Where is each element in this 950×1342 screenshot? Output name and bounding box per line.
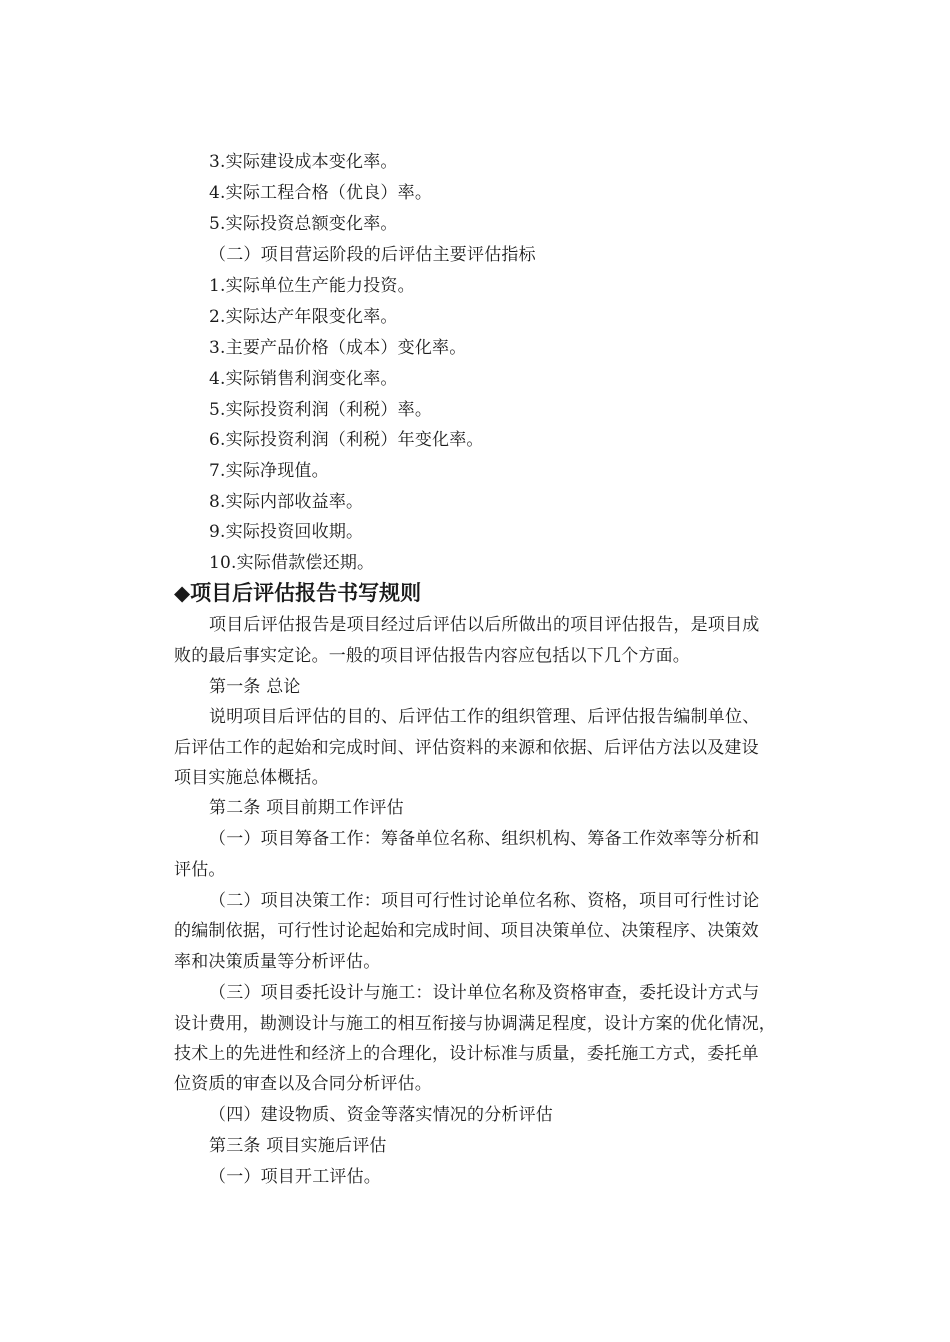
article-title: 第一条 总论 xyxy=(209,677,301,697)
article-title: 第三条 项目实施后评估 xyxy=(209,1136,387,1156)
paragraph-line: 率和决策质量等分析评估。 xyxy=(174,952,381,972)
paragraph-line: 败的最后事实定论。一般的项目评估报告内容应包括以下几个方面。 xyxy=(174,646,690,666)
list-item: 5.实际投资利润（利税）率。 xyxy=(209,400,433,420)
paragraph-line: （二）项目决策工作：项目可行性讨论单位名称、资格，项目可行性讨论 xyxy=(209,891,760,911)
paragraph-line: 项目实施总体概括。 xyxy=(174,768,329,788)
paragraph-line: （一）项目筹备工作：筹备单位名称、组织机构、筹备工作效率等分析和 xyxy=(209,829,760,849)
paragraph-line: 的编制依据，可行性讨论起始和完成时间、项目决策单位、决策程序、决策效 xyxy=(174,921,759,941)
list-item: 5.实际投资总额变化率。 xyxy=(209,214,398,234)
list-item: 6.实际投资利润（利税）年变化率。 xyxy=(209,430,484,450)
paragraph-line: （三）项目委托设计与施工：设计单位名称及资格审查，委托设计方式与 xyxy=(209,983,760,1003)
list-item: 7.实际净现值。 xyxy=(209,461,329,481)
paragraph-line: 后评估工作的起始和完成时间、评估资料的来源和依据、后评估方法以及建设 xyxy=(174,738,759,758)
paragraph-line: 位资质的审查以及合同分析评估。 xyxy=(174,1074,432,1094)
list-item: 10.实际借款偿还期。 xyxy=(209,553,375,573)
list-item: 3.主要产品价格（成本）变化率。 xyxy=(209,338,467,358)
paragraph-line: 项目后评估报告是项目经过后评估以后所做出的项目评估报告，是项目成 xyxy=(209,615,760,635)
list-item: 8.实际内部收益率。 xyxy=(209,492,364,512)
paragraph-line: 技术上的先进性和经济上的合理化，设计标准与质量，委托施工方式，委托单 xyxy=(174,1044,759,1064)
list-item: 2.实际达产年限变化率。 xyxy=(209,307,398,327)
paragraph-line: 说明项目后评估的目的、后评估工作的组织管理、后评估报告编制单位、 xyxy=(209,707,760,727)
subheading: （二）项目营运阶段的后评估主要评估指标 xyxy=(209,245,536,265)
paragraph-line: （四）建设物质、资金等落实情况的分析评估 xyxy=(209,1105,553,1125)
list-item: 1.实际单位生产能力投资。 xyxy=(209,276,415,296)
article-title: 第二条 项目前期工作评估 xyxy=(209,798,404,818)
section-heading: ◆项目后评估报告书写规则 xyxy=(174,581,422,605)
list-item: 4.实际销售利润变化率。 xyxy=(209,369,398,389)
list-item: 4.实际工程合格（优良）率。 xyxy=(209,183,433,203)
paragraph-line: （一）项目开工评估。 xyxy=(209,1167,381,1187)
list-item: 3.实际建设成本变化率。 xyxy=(209,152,398,172)
paragraph-line: 设计费用，勘测设计与施工的相互衔接与协调满足程度，设计方案的优化情况， xyxy=(174,1014,776,1034)
paragraph-line: 评估。 xyxy=(174,860,226,880)
list-item: 9.实际投资回收期。 xyxy=(209,522,364,542)
